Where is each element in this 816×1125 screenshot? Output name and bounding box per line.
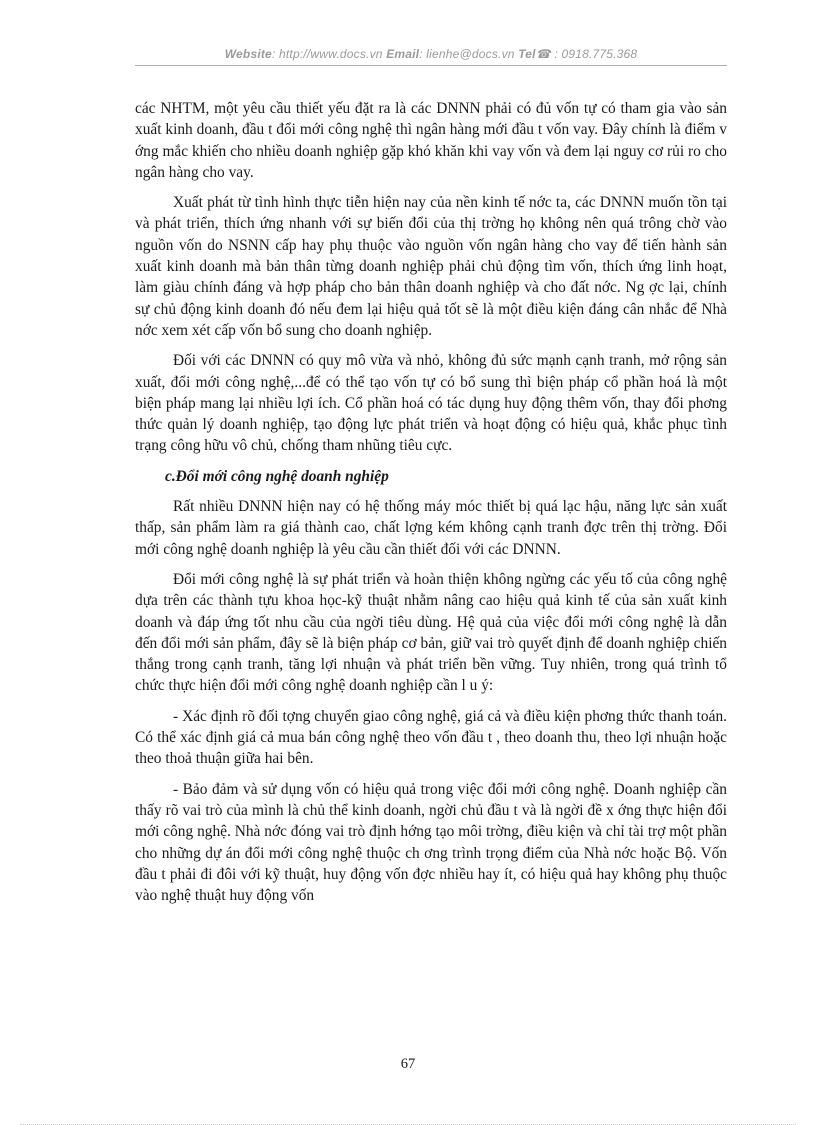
paragraph: - Bảo đảm và sử dụng vốn có hiệu quả trong việc đổi mới công nghệ. Doanh nghiệp cần thấy rõ vai trò của mình là chủ thể kinh doanh, ngời chủ đầu t và là ngời đề x ớng thực hiện đổi mới công nghệ. Nhà nớc đóng vai trò định hớng tạo môi trờng, điều kiện và chỉ tài trợ một phần cho những dự án đổi mới công nghệ thuộc ch ơng trình trọng điểm của Nhà nớc hoặc Bộ. Vốn đầu t phải đi đôi với kỹ thuật, huy động vốn đợc nhiều hay ít, có hiệu quả hay không phụ thuộc vào nghệ thuật huy động vốn [135,780,727,905]
paragraph: Xuất phát từ tình hình thực tiễn hiện nay của nền kinh tế nớc ta, các DNNN muốn tồn tại và phát triển, thích ứng nhanh với sự biến đổi của thị trờng họ không nên quá trông chờ vào nguồn vốn do NSNN cấp hay phụ thuộc vào nguồn vốn ngân hàng cho vay để tiến hành sản xuất kinh doanh mà bản thân từng doanh nghiệp phải chủ động tìm vốn, thích ứng linh hoạt, làm giàu chính đáng và hợp pháp cho bản thân doanh nghiệp và cho đất nớc. Ng ợc lại, chính sự chủ động kinh doanh đó nếu đem lại hiệu quả tốt sẽ là một điều kiện đáng cân nhắc để Nhà nớc xem xét cấp vốn bổ sung cho doanh nghiệp. [135,194,727,339]
tel-label: Tel [518,47,536,61]
page-header [135,47,727,61]
paragraph: Rất nhiều DNNN hiện nay có hệ thống máy móc thiết bị quá lạc hậu, năng lực sản xuất thấp, sản phẩm làm ra giá thành cao, chất lợng kém không cạnh tranh đợc trên thị trờng. Đổi mới công nghệ doanh nghiệp là yêu cầu cần thiết đối với các DNNN. [135,498,727,558]
website-url: : http://www.docs.vn [271,47,383,61]
paragraph: các NHTM, một yêu cầu thiết yếu đặt ra là các DNNN phải có đủ vốn tự có tham gia vào sản xuất kinh doanh, đầu t đổi mới công nghệ thì ngân hàng mới đầu t vốn vay. Đây chính là điểm v ớng mắc khiến cho nhiều doanh nghiệp gặp khó khăn khi vay vốn và đem lại nguy cơ rủi ro cho ngân hàng cho vay. [135,100,727,181]
paragraph: - Xác định rõ đối tợng chuyển giao công nghệ, giá cả và điều kiện phơng thức thanh toán. Có thể xác định giá cả mua bán công nghệ theo vốn đầu t , theo doanh thu, theo lợi nhuận hoặc theo thoả thuận giữa hai bên. [135,707,727,768]
document-body [135,98,727,906]
tel-number: ☎ : 0918.775.368 [535,47,638,61]
header-divider [135,65,727,66]
paragraph: Đổi mới công nghệ là sự phát triển và hoàn thiện không ngừng các yếu tố của công nghệ dựa trên các thành tựu khoa học-kỹ thuật nhằm nâng cao hiệu quả kinh tế của sản xuất kinh doanh và đáp ứng tốt nhu cầu của ngời tiêu dùng. Hệ quả của việc đổi mới công nghệ là dẫn đến đổi mới sản phẩm, đây sẽ là biện pháp cơ bản, giữ vai trò quyết định để doanh nghiệp chiến thắng trong cạnh tranh, tăng lợi nhuận và phát triển bền vững. Tuy nhiên, trong quá trình tổ chức thực hiện đổi mới công nghệ doanh nghiệp cần l u ý: [135,570,727,695]
website-label: Website [224,47,272,61]
section-heading: c.Đổi mới công nghệ doanh nghiệp [165,467,389,485]
email-label: Email [386,47,420,61]
paragraph: Đối với các DNNN có quy mô vừa và nhỏ, không đủ sức mạnh cạnh tranh, mở rộng sản xuất, đổi mới công nghệ,...để có thể tạo vốn tự có bổ sung thì biện pháp cổ phần hoá là một biện pháp mang lại nhiều lợi ích. Cổ phần hoá có tác dụng huy động thêm vốn, thay đổi phơng thức quản lý doanh nghiệp, tạo động lực phát triển và hoạt động có hiệu quả, khắc phục tình trạng công hữu vô chủ, chống tham nhũng tiêu cực. [135,352,727,455]
page-number: 67 [400,1056,416,1072]
email-address: : lienhe@docs.vn [419,47,515,61]
